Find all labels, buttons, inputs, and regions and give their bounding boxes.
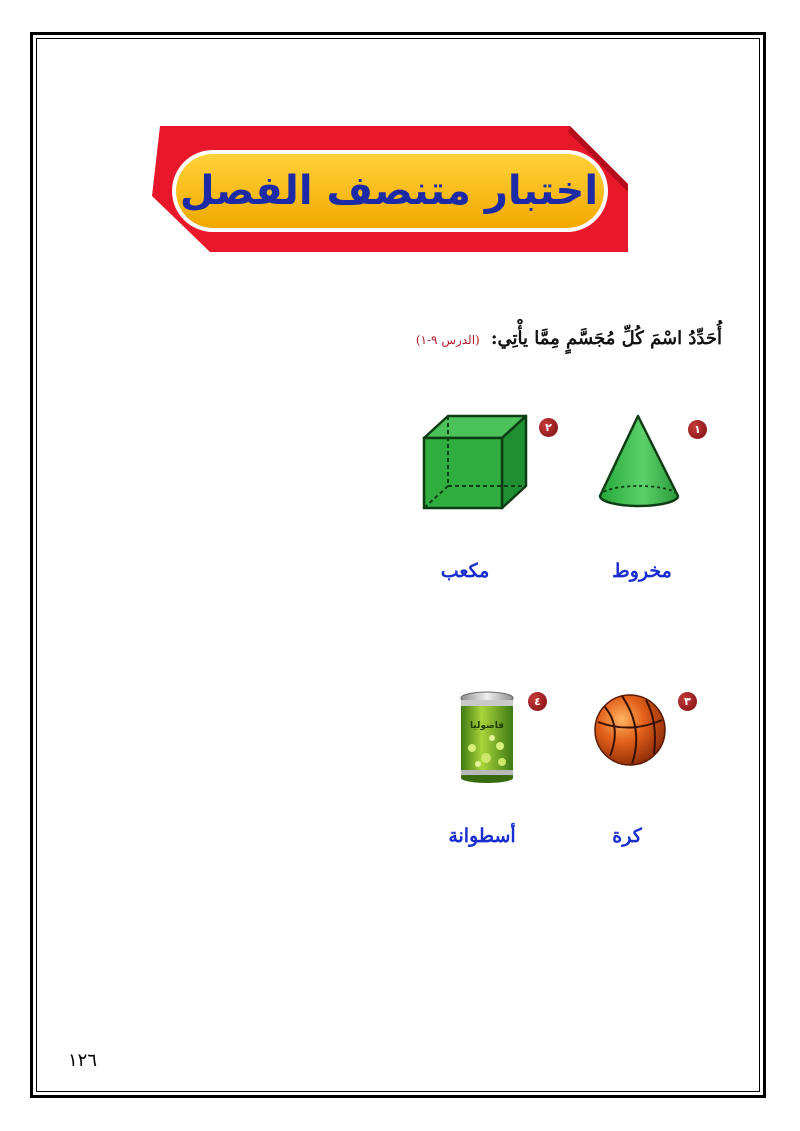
item-number-badge: ٤ — [528, 692, 547, 711]
cone-icon — [590, 412, 690, 512]
can-label: فاصوليا — [469, 721, 505, 731]
page-title: اختبار متنصف الفصل — [179, 168, 599, 214]
answer-label: أسطوانة — [448, 826, 516, 847]
item-cube — [418, 412, 560, 512]
item-cylinder — [456, 688, 556, 784]
can-icon — [456, 688, 518, 784]
instruction-text: أُحَدِّدُ اسْمَ كُلِّ مُجَسَّمٍ مِمَّا يأْتِي: — [490, 328, 722, 349]
item-sphere — [592, 690, 702, 770]
item-cone — [590, 412, 708, 512]
answer-label: مكعب — [440, 561, 490, 582]
instruction — [416, 328, 722, 349]
cube-icon — [418, 412, 533, 512]
item-number-badge: ١ — [688, 420, 707, 439]
item-number-badge: ٣ — [678, 692, 697, 711]
lesson-reference: (الدرس ٩-١) — [415, 333, 480, 347]
answer-label: مخروط — [612, 561, 672, 582]
item-number-badge: ٢ — [539, 418, 558, 437]
answer-label: كرة — [612, 826, 642, 847]
basketball-icon — [592, 692, 668, 768]
title-banner — [150, 122, 635, 257]
page-number: ١٢٦ — [68, 1050, 98, 1071]
